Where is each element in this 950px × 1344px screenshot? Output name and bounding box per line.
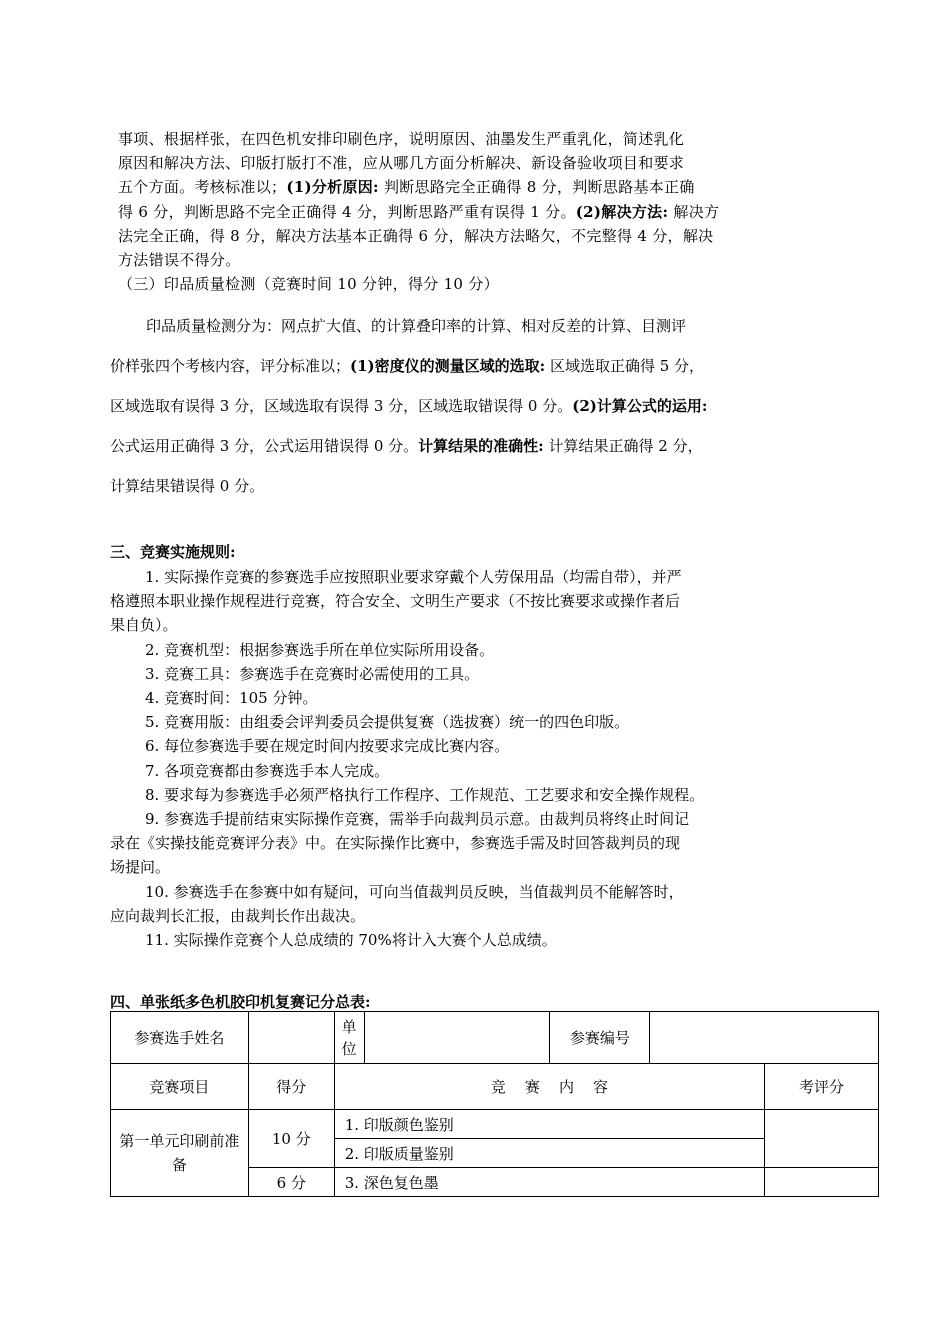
- rule-item: 场提问。: [110, 858, 171, 877]
- text-line: 印品质量检测分为：网点扩大值、的计算叠印率的计算、相对反差的计算、目测评: [146, 317, 687, 335]
- section2-tail-paragraph: [118, 127, 848, 296]
- unit1-name-cell: 第一单元印刷前准备: [111, 1110, 249, 1197]
- rule-item: 2. 竞赛机型：根据参赛选手所在单位实际所用设备。: [145, 640, 495, 659]
- text-line: 事项、根据样张，在四色机安排印刷色序，说明原因、油墨发生严重乳化，简述乳化: [118, 130, 685, 148]
- rule-item: 8. 要求每为参赛选手必须严格执行工作程序、工作规范、工艺要求和安全操作规程。: [145, 785, 705, 804]
- eval-cell-3[interactable]: [765, 1168, 879, 1197]
- rule-item: 9. 参赛选手提前结束实际操作竞赛，需举手向裁判员示意。由裁判员将终止时间记: [145, 810, 690, 829]
- section3-rules: [110, 565, 855, 952]
- quality-paragraph: [110, 306, 855, 506]
- text-line: 法完全正确，得 8 分，解决方法基本正确得 6 分，解决方法略欠，不完整得 4 分，解决: [118, 226, 714, 245]
- rule-item: 录在《实操技能竞赛评分表》中。在实际操作比赛中，参赛选手需及时回答裁判员的现: [110, 834, 681, 853]
- text-line: [118, 175, 848, 199]
- text-line: 原因和解决方法、印版打版打不准，应从哪几方面分析解决、新设备验收项目和要求: [118, 154, 685, 173]
- unit1-score-cell: 10 分: [248, 1110, 334, 1168]
- rule-item: 5. 竞赛用版：由组委会评判委员会提供复赛（选拔赛）统一的四色印版。: [145, 713, 630, 732]
- text-span: 区域选取有误得 3 分，区域选取有误得 3 分，区域选取错误得 0 分。: [110, 397, 573, 415]
- col-header-eval: 考评分: [765, 1064, 879, 1110]
- number-value-cell[interactable]: [650, 1012, 879, 1064]
- text-line: [110, 426, 855, 466]
- text-span: 五个方面。考核标准以；: [118, 178, 287, 197]
- unit-label-cell: [334, 1012, 364, 1064]
- content-item-1: 1. 印版颜色鉴别: [334, 1110, 764, 1139]
- eval-cell-1[interactable]: [765, 1110, 879, 1168]
- text-span: 区域选取正确得 5 分，: [545, 357, 705, 375]
- bold-term-density: (1)密度仪的测量区域的选取:: [350, 357, 546, 375]
- rule-item: 3. 竞赛工具：参赛选手在竞赛时必需使用的工具。: [145, 664, 480, 683]
- text-span: 价样张四个考核内容，评分标准以；: [110, 357, 351, 375]
- subsection-title: （三）印品质量检测（竞赛时间 10 分钟，得分 10 分）: [118, 275, 499, 294]
- text-line: [110, 346, 855, 386]
- content-item-2: 2. 印版质量鉴别: [334, 1139, 764, 1168]
- rule-item: 1. 实际操作竞赛的参赛选手应按照职业要求穿戴个人劳保用品（均需自带），并严: [145, 568, 682, 586]
- text-span: 公式运用正确得 3 分，公式运用错误得 0 分。: [110, 437, 419, 455]
- unit-value-cell[interactable]: [364, 1012, 550, 1064]
- text-span: 判断思路完全正确得 8 分，判断思路基本正确: [378, 178, 695, 197]
- rule-item: 6. 每位参赛选手要在规定时间内按要求完成比赛内容。: [145, 737, 510, 756]
- bold-term-formula: (2)计算公式的运用:: [572, 397, 708, 415]
- text-line: 计算结果错误得 0 分。: [110, 477, 265, 495]
- unit-label-1: 单: [341, 1017, 357, 1036]
- name-label-cell: 参赛选手姓名: [111, 1012, 249, 1064]
- section4-heading: 四、单张纸多色机胶印机复赛记分总表:: [110, 993, 371, 1011]
- rule-item: 应向裁判长汇报，由裁判长作出裁决。: [110, 906, 366, 925]
- bold-term-solution: (2)解决方法:: [575, 202, 669, 221]
- text-span: 得 6 分，判断思路不完全正确得 4 分，判断思路严重有误得 1 分。: [118, 202, 576, 221]
- rule-item: 7. 各项竞赛都由参赛选手本人完成。: [145, 761, 390, 780]
- score-table: [110, 1011, 879, 1197]
- text-span: 解决方: [668, 202, 720, 221]
- rule-item: 格遵照本职业操作规程进行竞赛，符合安全、文明生产要求（不按比赛要求或操作者后: [110, 592, 681, 611]
- number-label-cell: 参赛编号: [550, 1012, 650, 1064]
- rule-item: 果自负）。: [110, 616, 178, 635]
- col-header-score: 得分: [248, 1064, 334, 1110]
- col-header-content: 竞 赛 内 容: [334, 1064, 764, 1110]
- section3-heading: 三、竞赛实施规则:: [110, 543, 236, 561]
- text-span: 计算结果正确得 2 分，: [543, 437, 703, 455]
- item3-score-cell: 6 分: [248, 1168, 334, 1197]
- content-item-3: 3. 深色复色墨: [334, 1168, 764, 1197]
- name-value-cell[interactable]: [248, 1012, 334, 1064]
- bold-term-accuracy: 计算结果的准确性:: [418, 437, 544, 455]
- text-line: [110, 386, 855, 426]
- unit-label-2: 位: [341, 1039, 357, 1058]
- rule-item: 10. 参赛选手在参赛中如有疑问，可向当值裁判员反映，当值裁判员不能解答时，: [145, 882, 684, 901]
- rule-item: 4. 竞赛时间：105 分钟。: [145, 689, 318, 708]
- rule-item: 11. 实际操作竞赛个人总成绩的 70%将计入大赛个人总成绩。: [145, 931, 557, 950]
- text-line: [118, 200, 848, 224]
- text-line: 方法错误不得分。: [118, 251, 241, 270]
- col-header-item: 竞赛项目: [111, 1064, 249, 1110]
- bold-term-analysis: (1)分析原因:: [286, 178, 379, 197]
